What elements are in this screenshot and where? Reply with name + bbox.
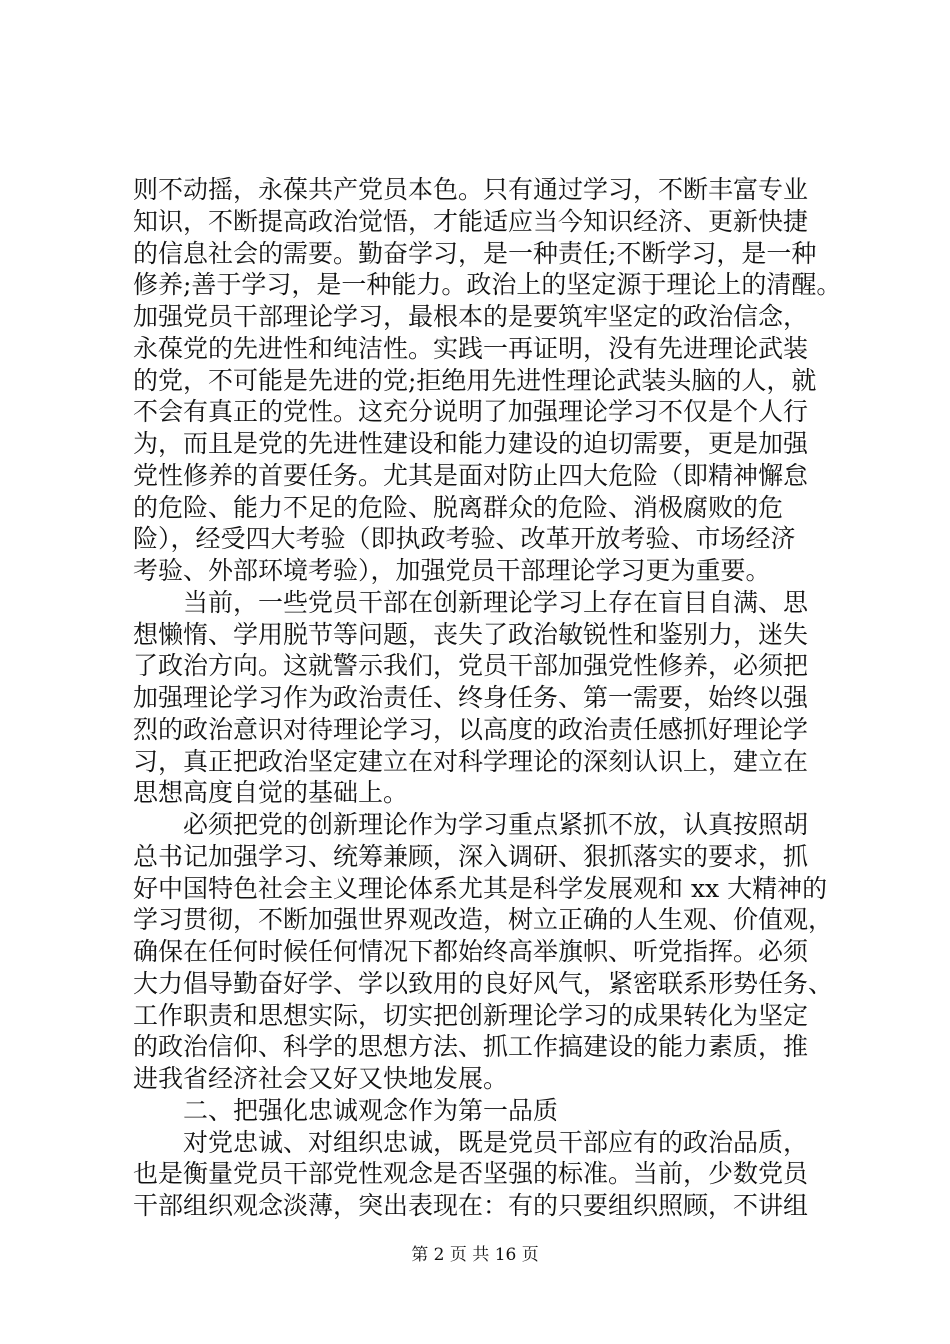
paragraph-start-line: 对党忠诚、对组织忠诚，既是党员干部应有的政治品质， <box>183 1127 809 1157</box>
text-line: 加强理论学习作为政治责任、终身任务、第一需要，始终以强 <box>133 683 809 712</box>
text-line: 为，而且是党的先进性建设和能力建设的迫切需要，更是加强 <box>133 429 809 458</box>
text-line: 则不动摇，永葆共产党员本色。只有通过学习，不断丰富专业 <box>133 175 809 204</box>
section-heading: 二、把强化忠诚观念作为第一品质 <box>183 1095 559 1125</box>
text-line: 考验、外部环境考验），加强党员干部理论学习更为重要。 <box>133 556 771 585</box>
text-line: 学习贯彻，不断加强世界观改造，树立正确的人生观、价值观， <box>133 905 834 935</box>
text-line: 了政治方向。这就警示我们，党员干部加强党性修养，必须把 <box>133 651 809 681</box>
paragraph-start-line: 必须把党的创新理论作为学习重点紧抓不放，认真按照胡 <box>183 810 809 839</box>
text-line: 的信息社会的需要。勤奋学习，是一种责任;不断学习，是一种 <box>133 238 817 268</box>
text-line: 永葆党的先进性和纯洁性。实践一再证明，没有先进理论武装 <box>133 333 809 363</box>
text-line: 也是衡量党员干部党性观念是否坚强的标准。当前，少数党员 <box>133 1159 809 1189</box>
text-line: 习，真正把政治坚定建立在对科学理论的深刻认识上，建立在 <box>133 746 809 776</box>
text-line: 加强党员干部理论学习，最根本的是要筑牢坚定的政治信念， <box>133 302 809 331</box>
text-line: 总书记加强学习、统筹兼顾，深入调研、狠抓落实的要求，抓 <box>133 841 809 871</box>
text-line: 修养;善于学习，是一种能力。政治上的坚定源于理论上的清醒。 <box>133 270 842 300</box>
body-text <box>133 174 842 1222</box>
text-line: 确保在任何时候任何情况下都始终高举旗帜、听党指挥。必须 <box>133 937 809 966</box>
text-line: 险），经受四大考验（即执政考验、改革开放考验、市场经济 <box>133 524 796 554</box>
text-line: 的政治信仰、科学的思想方法、抓工作搞建设的能力素质，推 <box>133 1032 809 1062</box>
text-line: 大力倡导勤奋好学、学以致用的良好风气，紧密联系形势任务、 <box>133 968 834 998</box>
text-line: 知识，不断提高政治觉悟，才能适应当今知识经济、更新快捷 <box>133 206 809 236</box>
text-line: 进我省经济社会又好又快地发展。 <box>133 1064 509 1093</box>
text-line: 的党，不可能是先进的党;拒绝用先进性理论武装头脑的人，就 <box>133 365 817 395</box>
page-number-label: 第 2 页 共 16 页 <box>411 1245 539 1265</box>
text-line: 党性修养的首要任务。尤其是面对防止四大危险（即精神懈怠 <box>133 460 809 490</box>
text-line: 好中国特色社会主义理论体系尤其是科学发展观和 xx 大精神的 <box>133 873 828 903</box>
text-line: 烈的政治意识对待理论学习，以高度的政治责任感抓好理论学 <box>133 714 809 744</box>
text-line: 不会有真正的党性。这充分说明了加强理论学习不仅是个人行 <box>133 397 809 427</box>
text-line: 的危险、能力不足的危险、脱离群众的危险、消极腐败的危 <box>133 492 784 522</box>
text-line: 思想高度自觉的基础上。 <box>133 778 409 808</box>
page-footer <box>0 1240 950 1265</box>
text-line: 想懒惰、学用脱节等问题，丧失了政治敏锐性和鉴别力，迷失 <box>133 619 809 649</box>
text-line: 工作职责和思想实际，切实把创新理论学习的成果转化为坚定 <box>133 1000 809 1030</box>
text-line: 干部组织观念淡薄，突出表现在：有的只要组织照顾，不讲组 <box>133 1191 809 1220</box>
paragraph-start-line: 当前，一些党员干部在创新理论学习上存在盲目自满、思 <box>183 587 809 617</box>
